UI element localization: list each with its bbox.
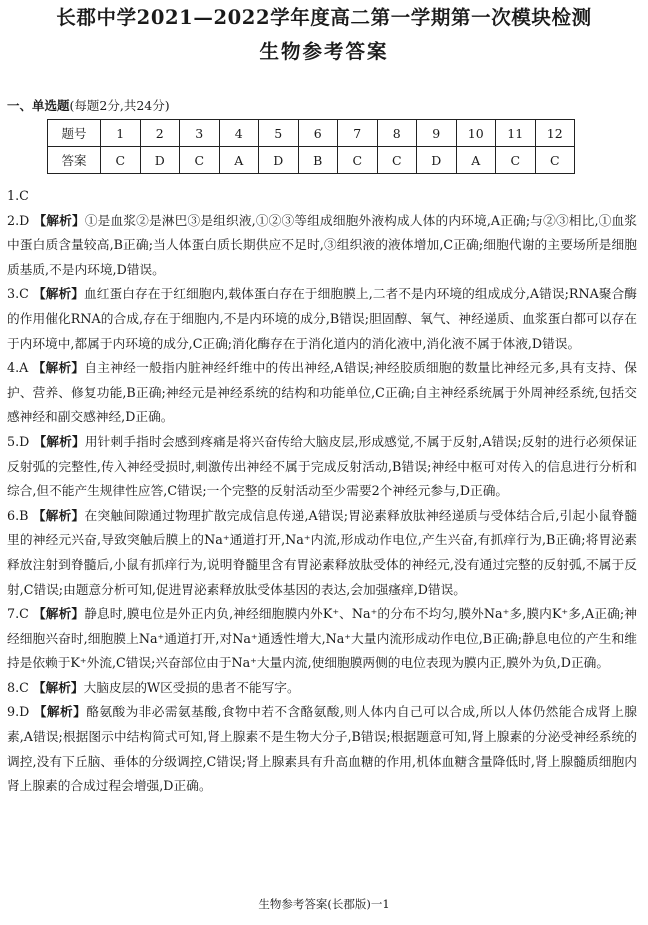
question-item xyxy=(7,504,637,602)
table-cell: C xyxy=(338,147,378,174)
table-cell: 5 xyxy=(259,120,299,147)
question-lead: 2.D xyxy=(7,212,30,228)
answer-table-answer-row xyxy=(48,147,575,174)
question-item xyxy=(7,184,637,209)
table-cell: 1 xyxy=(101,120,141,147)
table-cell: A xyxy=(456,147,496,174)
table-cell: D xyxy=(417,147,457,174)
question-item xyxy=(7,282,637,356)
table-cell: A xyxy=(219,147,259,174)
table-header-cell: 题号 xyxy=(48,120,101,147)
question-lead: 5.D xyxy=(7,433,30,449)
table-cell: C xyxy=(101,147,141,174)
analysis-tag: 【解析】 xyxy=(32,286,84,302)
page-footer: 生物参考答案(长郡版)一1 xyxy=(258,897,390,911)
table-cell: 7 xyxy=(338,120,378,147)
page-title: 长郡中学2021—2022学年度高二第一学期第一次模块检测 xyxy=(56,6,592,29)
table-cell: 3 xyxy=(180,120,220,147)
question-text: ①是血浆②是淋巴③是组织液,①②③等组成细胞外液构成人体的内环境,A正确;与②③相比,①血浆中蛋白质含量较高,B正确;当人体蛋白质长期供应不足时,③组织液的液体增加,C正确;细胞代谢的主要场所是细胞质基质,不是内环境,D错误。 xyxy=(7,212,637,277)
table-cell: 6 xyxy=(298,120,338,147)
question-item xyxy=(7,209,637,283)
question-lead: 7.C xyxy=(7,606,29,622)
analysis-tag: 【解析】 xyxy=(33,704,87,720)
explanations xyxy=(7,184,637,799)
table-cell: C xyxy=(496,147,536,174)
table-cell: 12 xyxy=(535,120,575,147)
section-label: 一、单选题 xyxy=(7,98,70,113)
table-cell: C xyxy=(535,147,575,174)
question-text: 大脑皮层的W区受损的患者不能写字。 xyxy=(83,679,300,695)
table-cell: B xyxy=(298,147,338,174)
analysis-tag: 【解析】 xyxy=(32,507,85,523)
analysis-tag: 【解析】 xyxy=(32,360,85,376)
analysis-tag: 【解析】 xyxy=(33,212,85,228)
section-note: (每题2分,共24分) xyxy=(69,98,170,113)
question-text: 静息时,膜电位是外正内负,神经细胞膜内外K⁺、Na⁺的分布不均匀,膜外Na⁺多,膜内K⁺多,A正确;神经细胞兴奋时,细胞膜上Na⁺通道打开,对Na⁺通透性增大,Na⁺大量内流形成动作电位,B正确;静息电位的产生和维持是依赖于K⁺外流,C错误;兴奋部位由于Na⁺大量内流,使细胞膜两侧的电位表现为膜内正,膜外为负,D正确。 xyxy=(7,606,637,671)
table-cell: 9 xyxy=(417,120,457,147)
table-header-cell: 答案 xyxy=(48,147,101,174)
question-text: 自主神经一般指内脏神经纤维中的传出神经,A错误;神经胶质细胞的数量比神经元多,具有支持、保护、营养、修复功能,B正确;神经元是神经系统的结构和功能单位,C正确;自主神经系统属于外周神经系统,包括交感神经和副交感神经,D正确。 xyxy=(7,360,637,425)
table-cell: C xyxy=(180,147,220,174)
question-lead: 6.B xyxy=(7,507,29,523)
question-item xyxy=(7,356,637,430)
answer-table-number-row xyxy=(48,120,575,147)
table-cell: C xyxy=(377,147,417,174)
table-cell: 4 xyxy=(219,120,259,147)
table-cell: 8 xyxy=(377,120,417,147)
analysis-tag: 【解析】 xyxy=(32,606,85,622)
table-cell: D xyxy=(140,147,180,174)
question-text: 酪氨酸为非必需氨基酸,食物中若不含酪氨酸,则人体内自己可以合成,所以人体仍然能合成肾上腺素,A错误;根据图示中结构简式可知,肾上腺素不是生物大分子,B错误;根据题意可知,肾上腺素的分泌受神经系统的调控,没有下丘脑、垂体的分级调控,C错误;肾上腺素具有升高血糖的作用,机体血糖含量降低时,肾上腺髓质细胞内肾上腺素的合成过程会增强,D正确。 xyxy=(7,704,637,794)
page-subtitle: 生物参考答案 xyxy=(259,40,389,63)
table-cell: D xyxy=(259,147,299,174)
answer-table xyxy=(47,119,575,174)
table-cell: 11 xyxy=(496,120,536,147)
question-item xyxy=(7,700,637,798)
question-lead: 4.A xyxy=(7,360,29,376)
question-text: 用针刺手指时会感到疼痛是将兴奋传给大脑皮层,形成感觉,不属于反射,A错误;反射的进行必须保证反射弧的完整性,传入神经受损时,刺激传出神经不属于完成反射活动,B错误;神经中枢可对传入的信息进行分析和综合,但不能产生规律性应答,C错误;一个完整的反射活动至少需要2个神经元参与,D正确。 xyxy=(7,433,637,499)
analysis-tag: 【解析】 xyxy=(33,433,85,449)
question-lead: 8.C xyxy=(7,679,29,695)
table-cell: 2 xyxy=(140,120,180,147)
question-item xyxy=(7,430,637,504)
table-cell: 10 xyxy=(456,120,496,147)
question-item xyxy=(7,676,637,701)
question-text: 血红蛋白存在于红细胞内,载体蛋白存在于细胞膜上,二者不是内环境的组成成分,A错误;RNA聚合酶的作用催化RNA的合成,存在于细胞内,不是内环境的成分,B错误;胆固醇、氧气、神经递质、血浆蛋白都可以存在于内环境中,都属于内环境的成分,C正确;消化酶存在于消化道内的消化液中,消化液不属于体液,D错误。 xyxy=(7,286,637,351)
section-heading xyxy=(7,96,170,114)
question-lead: 9.D xyxy=(7,704,30,720)
question-text: 在突触间隙通过物理扩散完成信息传递,A错误;胃泌素释放肽神经递质与受体结合后,引起小鼠脊髓里的神经元兴奋,导致突触后膜上的Na⁺通道打开,Na⁺内流,形成动作电位,产生兴奋,有抓痒行为,B正确;将胃泌素释放注射到脊髓后,小鼠有抓痒行为,说明脊髓里含有胃泌素释放肽受体的神经元,没有通过完整的反射弧,不属于反射,C错误;由题意分析可知,促进胃泌素释放肽受体基因的表达,会加强瘙痒,D错误。 xyxy=(7,507,637,597)
question-lead: 3.C xyxy=(7,286,29,302)
question-lead: 1.C xyxy=(7,188,29,203)
analysis-tag: 【解析】 xyxy=(32,679,84,695)
question-item xyxy=(7,602,637,676)
